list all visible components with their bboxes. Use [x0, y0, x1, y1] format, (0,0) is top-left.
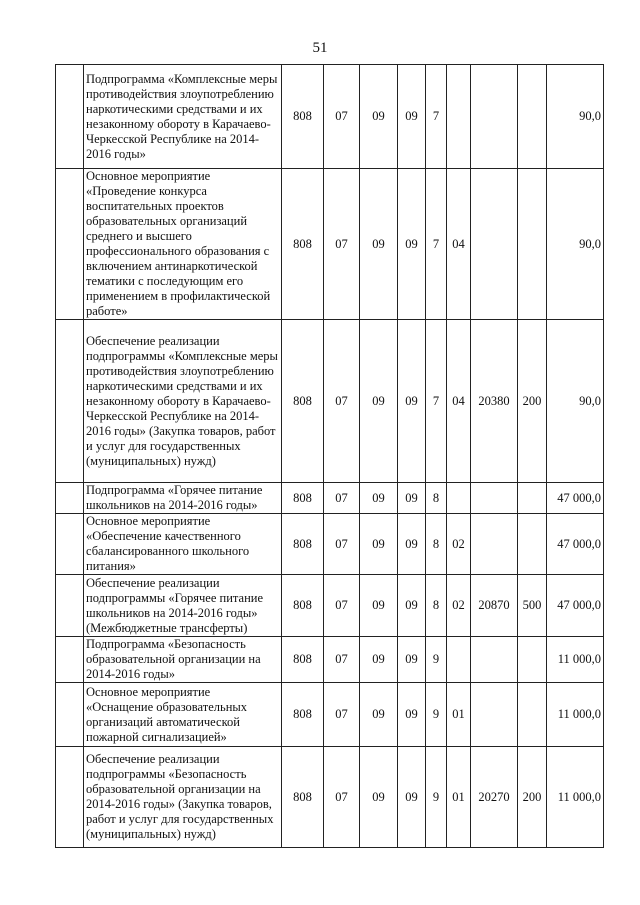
code-gp: 09 [398, 747, 426, 848]
code-napr: 20270 [471, 747, 518, 848]
item-name: Подпрограмма «Безопасность образовательной организации на 2014-2016 годы» [84, 637, 282, 683]
row-number-cell [56, 65, 84, 169]
amount: 11 000,0 [547, 747, 604, 848]
code-ved: 808 [282, 575, 324, 637]
page-number: 51 [312, 40, 328, 56]
code-ved: 808 [282, 169, 324, 320]
code-gp: 09 [398, 637, 426, 683]
code-pp: 7 [426, 320, 447, 483]
item-name: Основное мероприятие «Проведение конкурса воспитательных проектов образовательных организаций среднего и высшего профессионального образования с включением антинаркотической тематики с последующим его применением в профилактической работе» [84, 169, 282, 320]
code-rz: 07 [324, 169, 360, 320]
code-pr: 09 [360, 683, 398, 747]
code-gp: 09 [398, 169, 426, 320]
code-ved: 808 [282, 637, 324, 683]
code-napr [471, 169, 518, 320]
code-gp: 09 [398, 575, 426, 637]
amount: 47 000,0 [547, 575, 604, 637]
amount: 90,0 [547, 169, 604, 320]
code-vr: 200 [518, 320, 547, 483]
amount: 47 000,0 [547, 514, 604, 575]
row-number-cell [56, 637, 84, 683]
row-number-cell [56, 683, 84, 747]
code-om: 01 [447, 747, 471, 848]
code-pp: 8 [426, 575, 447, 637]
code-pp: 9 [426, 683, 447, 747]
row-number-cell [56, 514, 84, 575]
code-om [447, 637, 471, 683]
code-gp: 09 [398, 683, 426, 747]
code-ved: 808 [282, 320, 324, 483]
code-rz: 07 [324, 637, 360, 683]
amount: 11 000,0 [547, 637, 604, 683]
row-number-cell [56, 320, 84, 483]
table-row [56, 169, 604, 320]
code-napr [471, 683, 518, 747]
code-pr: 09 [360, 320, 398, 483]
code-rz: 07 [324, 514, 360, 575]
code-pr: 09 [360, 575, 398, 637]
item-name: Обеспечение реализации подпрограммы «Комплексные меры противодействия злоупотреблению наркотическими средствами и их незаконному обороту в Карачаево-Черкесской Республике на 2014-2016 годы» (Закупка товаров, работ и услуг для государственных (муниципальных) нужд) [84, 320, 282, 483]
code-pp: 8 [426, 514, 447, 575]
code-napr [471, 514, 518, 575]
code-ved: 808 [282, 483, 324, 514]
code-rz: 07 [324, 320, 360, 483]
amount: 11 000,0 [547, 683, 604, 747]
code-pr: 09 [360, 514, 398, 575]
code-om: 02 [447, 514, 471, 575]
table-row [56, 65, 604, 169]
amount: 47 000,0 [547, 483, 604, 514]
code-napr [471, 65, 518, 169]
item-name: Обеспечение реализации подпрограммы «Горячее питание школьников на 2014-2016 годы» (Межбюджетные трансферты) [84, 575, 282, 637]
code-vr [518, 637, 547, 683]
table-row [56, 575, 604, 637]
code-rz: 07 [324, 747, 360, 848]
code-ved: 808 [282, 65, 324, 169]
row-number-cell [56, 575, 84, 637]
code-vr [518, 683, 547, 747]
item-name: Подпрограмма «Горячее питание школьников на 2014-2016 годы» [84, 483, 282, 514]
code-napr [471, 637, 518, 683]
code-ved: 808 [282, 514, 324, 575]
code-ved: 808 [282, 683, 324, 747]
code-rz: 07 [324, 483, 360, 514]
table-row [56, 637, 604, 683]
row-number-cell [56, 483, 84, 514]
code-pr: 09 [360, 65, 398, 169]
code-vr [518, 169, 547, 320]
code-napr: 20870 [471, 575, 518, 637]
code-pp: 9 [426, 637, 447, 683]
code-rz: 07 [324, 683, 360, 747]
code-vr [518, 514, 547, 575]
code-pr: 09 [360, 483, 398, 514]
code-ved: 808 [282, 747, 324, 848]
code-gp: 09 [398, 514, 426, 575]
code-gp: 09 [398, 320, 426, 483]
code-om: 04 [447, 169, 471, 320]
budget-table [55, 64, 604, 848]
table-row [56, 514, 604, 575]
table-row [56, 320, 604, 483]
code-napr: 20380 [471, 320, 518, 483]
code-pr: 09 [360, 637, 398, 683]
code-vr [518, 65, 547, 169]
item-name: Основное мероприятие «Обеспечение качественного сбалансированного школьного питания» [84, 514, 282, 575]
code-gp: 09 [398, 483, 426, 514]
table-row [56, 747, 604, 848]
table-row [56, 683, 604, 747]
code-om: 04 [447, 320, 471, 483]
item-name: Основное мероприятие «Оснащение образовательных организаций автоматической пожарной сигнализацией» [84, 683, 282, 747]
code-om [447, 483, 471, 514]
code-rz: 07 [324, 65, 360, 169]
code-vr: 500 [518, 575, 547, 637]
code-rz: 07 [324, 575, 360, 637]
code-pp: 7 [426, 169, 447, 320]
code-gp: 09 [398, 65, 426, 169]
code-om: 02 [447, 575, 471, 637]
code-vr: 200 [518, 747, 547, 848]
row-number-cell [56, 747, 84, 848]
row-number-cell [56, 169, 84, 320]
code-pp: 7 [426, 65, 447, 169]
code-pp: 9 [426, 747, 447, 848]
item-name: Подпрограмма «Комплексные меры противодействия злоупотреблению наркотическими средствами и их незаконному обороту в Карачаево-Черкесской Республике на 2014-2016 годы» [84, 65, 282, 169]
code-pr: 09 [360, 747, 398, 848]
code-pr: 09 [360, 169, 398, 320]
code-vr [518, 483, 547, 514]
code-om [447, 65, 471, 169]
amount: 90,0 [547, 320, 604, 483]
code-om: 01 [447, 683, 471, 747]
code-napr [471, 483, 518, 514]
code-pp: 8 [426, 483, 447, 514]
item-name: Обеспечение реализации подпрограммы «Безопасность образовательной организации на 2014-2016 годы» (Закупка товаров, работ и услуг для государственных (муниципальных) нужд) [84, 747, 282, 848]
amount: 90,0 [547, 65, 604, 169]
table-row [56, 483, 604, 514]
